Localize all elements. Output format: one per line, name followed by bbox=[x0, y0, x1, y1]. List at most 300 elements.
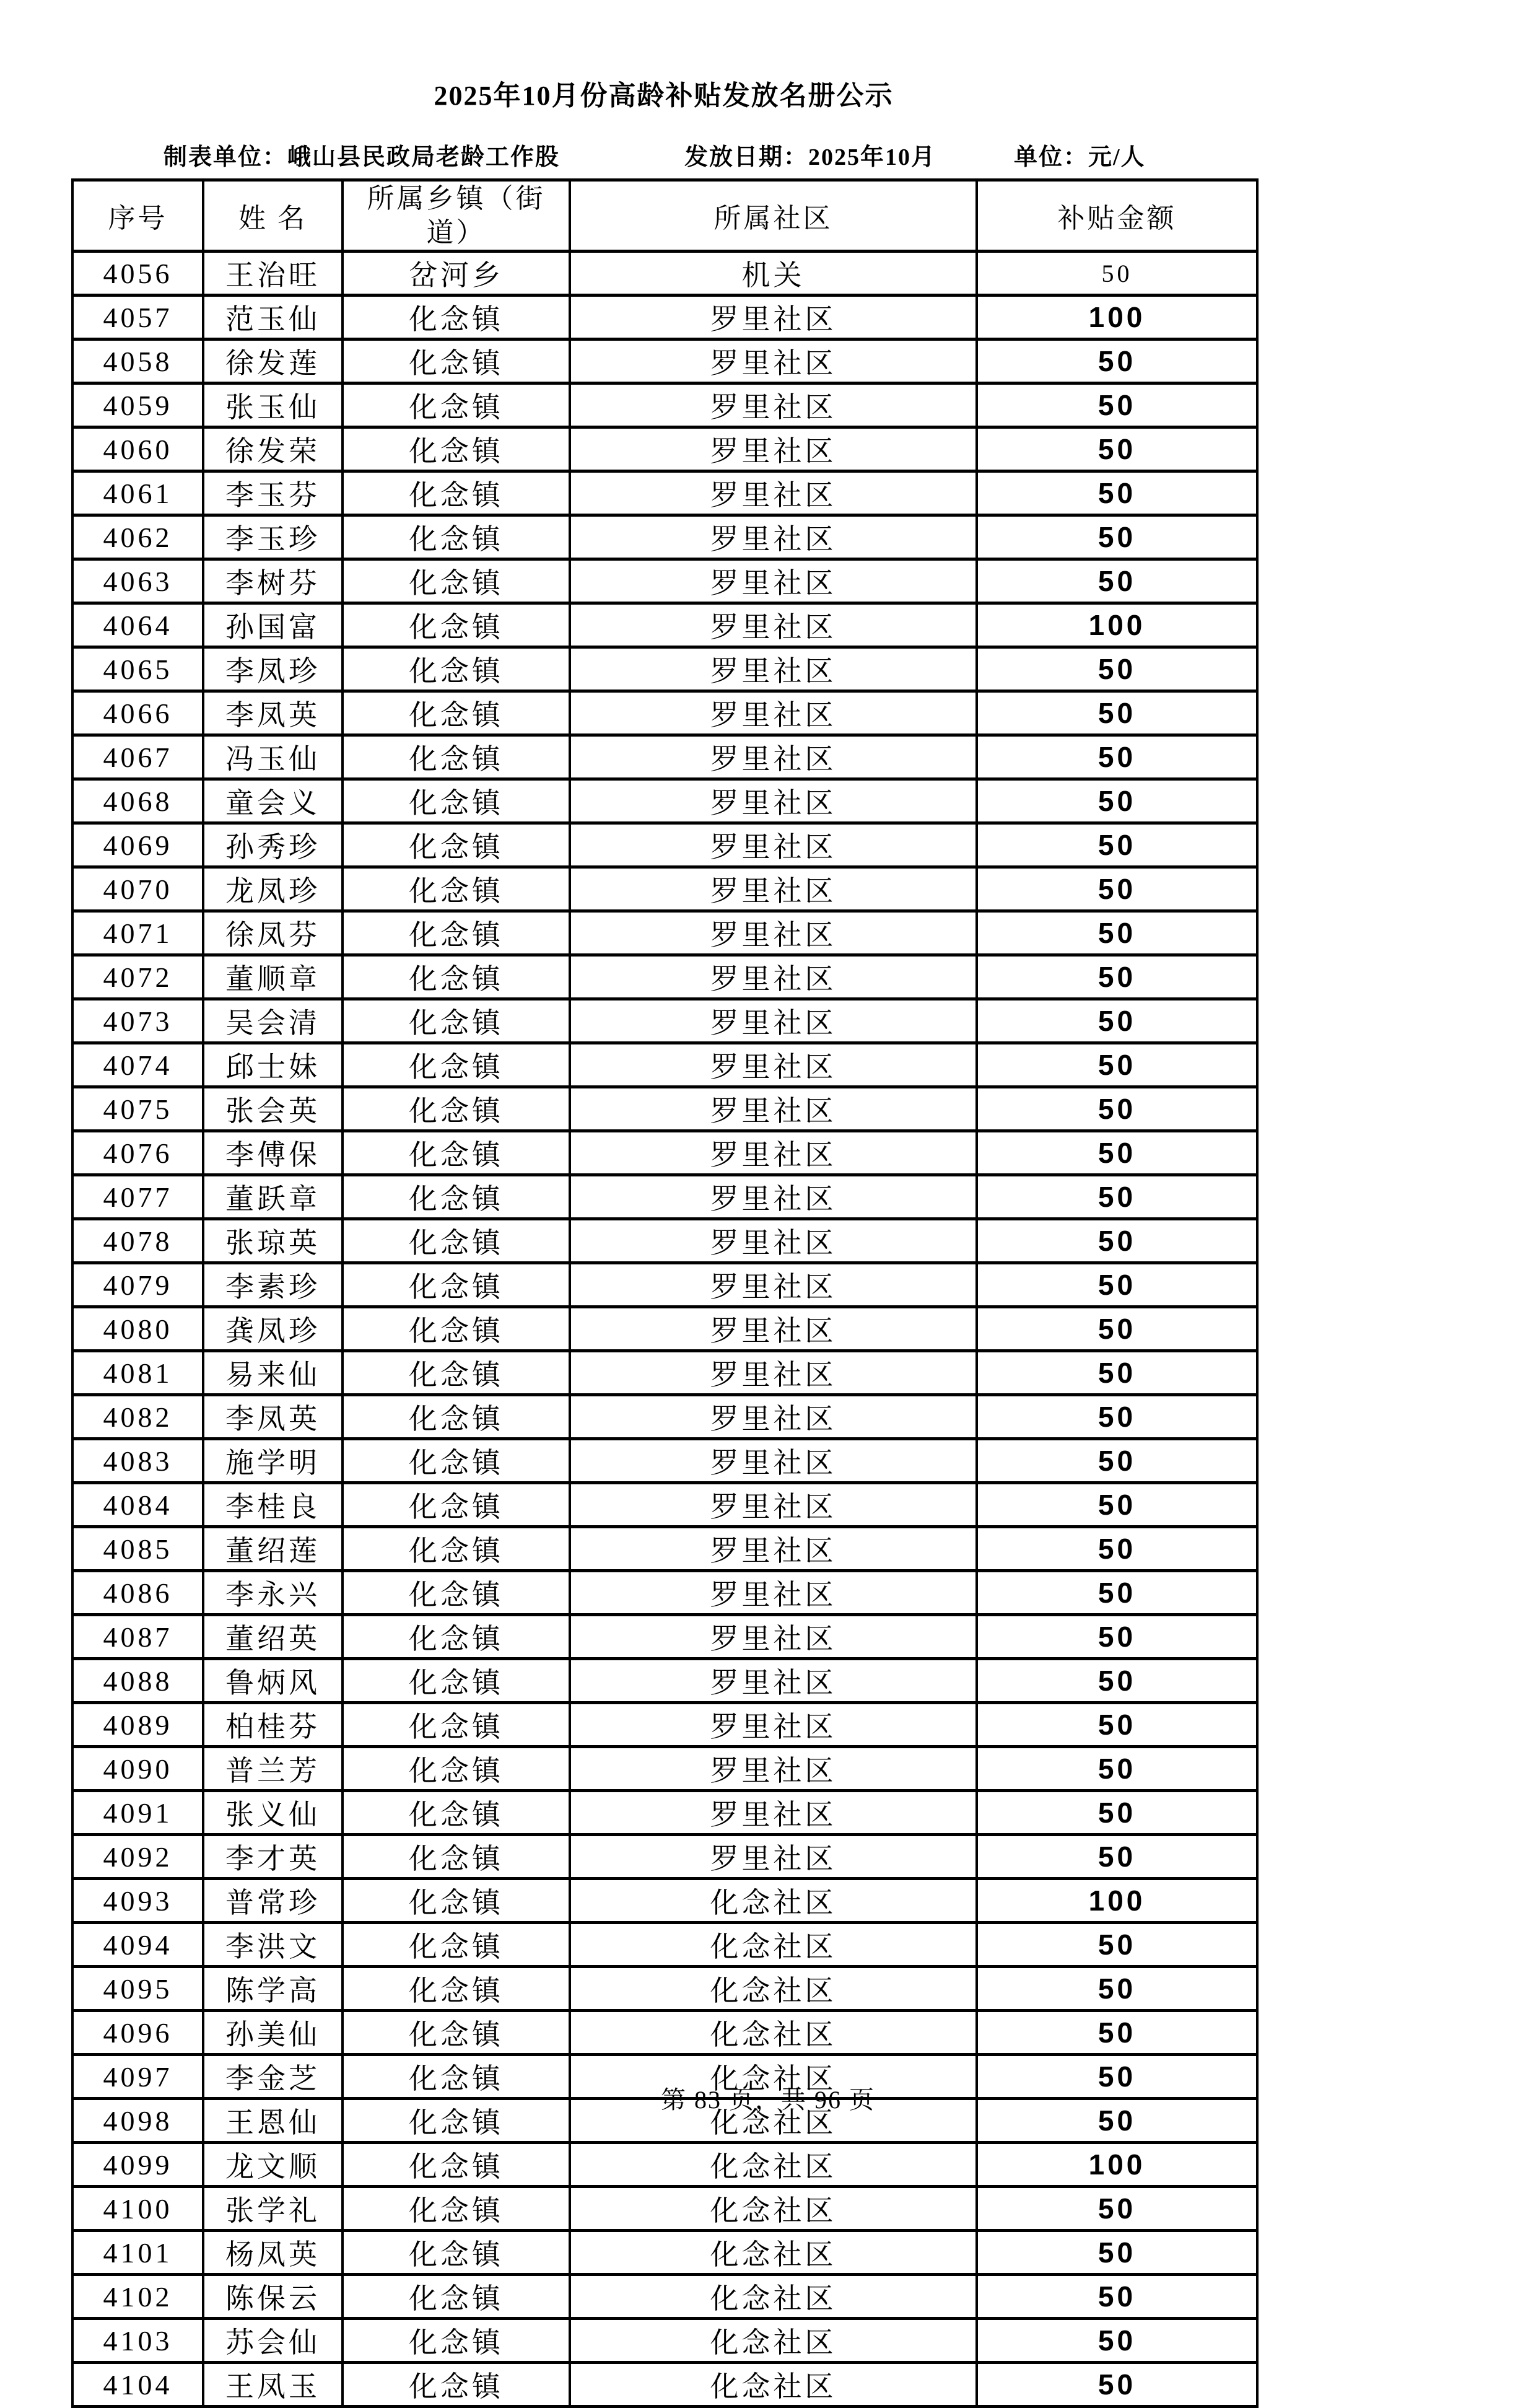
cell-community: 化念社区 bbox=[570, 2143, 977, 2187]
cell-amount: 50 bbox=[977, 1043, 1257, 1087]
cell-name: 普兰芳 bbox=[203, 1747, 343, 1791]
cell-no: 4093 bbox=[72, 1879, 203, 1923]
cell-community: 化念社区 bbox=[570, 2099, 977, 2143]
table-row bbox=[72, 339, 1257, 383]
cell-town: 化念镇 bbox=[343, 1923, 570, 1967]
cell-amount: 50 bbox=[977, 1263, 1257, 1307]
cell-amount: 50 bbox=[977, 2319, 1257, 2363]
cell-town: 化念镇 bbox=[343, 2011, 570, 2055]
cell-community: 罗里社区 bbox=[570, 603, 977, 647]
cell-community: 罗里社区 bbox=[570, 1615, 977, 1659]
cell-community: 化念社区 bbox=[570, 1923, 977, 1967]
cell-town: 化念镇 bbox=[343, 779, 570, 823]
cell-community: 化念社区 bbox=[570, 1879, 977, 1923]
cell-amount: 50 bbox=[977, 1791, 1257, 1835]
cell-community: 罗里社区 bbox=[570, 1175, 977, 1219]
table-header bbox=[72, 180, 1257, 252]
cell-amount: 100 bbox=[977, 2143, 1257, 2187]
cell-name: 李傅保 bbox=[203, 1131, 343, 1175]
cell-amount: 50 bbox=[977, 1659, 1257, 1703]
cell-name: 苏会仙 bbox=[203, 2319, 343, 2363]
cell-town: 化念镇 bbox=[343, 559, 570, 603]
cell-name: 孙美仙 bbox=[203, 2011, 343, 2055]
cell-no: 4103 bbox=[72, 2319, 203, 2363]
cell-town: 化念镇 bbox=[343, 691, 570, 735]
cell-community: 罗里社区 bbox=[570, 1527, 977, 1571]
table-row bbox=[72, 1131, 1257, 1175]
cell-no: 4094 bbox=[72, 1923, 203, 1967]
table-row bbox=[72, 1087, 1257, 1131]
cell-name: 李永兴 bbox=[203, 1571, 343, 1615]
cell-community: 化念社区 bbox=[570, 1967, 977, 2011]
cell-amount: 50 bbox=[977, 2363, 1257, 2407]
cell-name: 张琼英 bbox=[203, 1219, 343, 1263]
table-row bbox=[72, 2011, 1257, 2055]
cell-community: 罗里社区 bbox=[570, 1659, 977, 1703]
cell-name: 李凤英 bbox=[203, 1395, 343, 1439]
cell-town: 化念镇 bbox=[343, 1043, 570, 1087]
cell-no: 4088 bbox=[72, 1659, 203, 1703]
cell-amount: 50 bbox=[977, 383, 1257, 427]
cell-town: 化念镇 bbox=[343, 1703, 570, 1747]
cell-name: 杨凤英 bbox=[203, 2231, 343, 2275]
cell-name: 李凤英 bbox=[203, 691, 343, 735]
cell-name: 龙凤珍 bbox=[203, 867, 343, 911]
cell-amount: 50 bbox=[977, 2011, 1257, 2055]
cell-no: 4070 bbox=[72, 867, 203, 911]
cell-no: 4095 bbox=[72, 1967, 203, 2011]
cell-town: 化念镇 bbox=[343, 1395, 570, 1439]
cell-community: 罗里社区 bbox=[570, 515, 977, 559]
cell-name: 董顺章 bbox=[203, 955, 343, 999]
table-row bbox=[72, 1219, 1257, 1263]
cell-community: 罗里社区 bbox=[570, 1835, 977, 1879]
column-header-town bbox=[343, 180, 570, 252]
cell-town: 化念镇 bbox=[343, 1131, 570, 1175]
cell-no: 4074 bbox=[72, 1043, 203, 1087]
cell-amount: 50 bbox=[977, 1571, 1257, 1615]
cell-no: 4061 bbox=[72, 471, 203, 515]
table-row bbox=[72, 2363, 1257, 2407]
table-row bbox=[72, 1043, 1257, 1087]
cell-name: 王恩仙 bbox=[203, 2099, 343, 2143]
cell-name: 李玉芬 bbox=[203, 471, 343, 515]
cell-no: 4065 bbox=[72, 647, 203, 691]
table-row bbox=[72, 1615, 1257, 1659]
cell-amount: 50 bbox=[977, 1175, 1257, 1219]
cell-town: 化念镇 bbox=[343, 1571, 570, 1615]
cell-name: 王治旺 bbox=[203, 252, 343, 296]
cell-name: 张义仙 bbox=[203, 1791, 343, 1835]
cell-no: 4058 bbox=[72, 339, 203, 383]
cell-community: 罗里社区 bbox=[570, 296, 977, 339]
cell-name: 李树芬 bbox=[203, 559, 343, 603]
table-row bbox=[72, 1483, 1257, 1527]
cell-amount: 50 bbox=[977, 559, 1257, 603]
cell-town: 化念镇 bbox=[343, 2099, 570, 2143]
cell-community: 化念社区 bbox=[570, 2231, 977, 2275]
cell-town: 化念镇 bbox=[343, 1351, 570, 1395]
cell-community: 罗里社区 bbox=[570, 1043, 977, 1087]
cell-name: 徐凤芬 bbox=[203, 911, 343, 955]
cell-no: 4098 bbox=[72, 2099, 203, 2143]
cell-community: 罗里社区 bbox=[570, 559, 977, 603]
cell-name: 冯玉仙 bbox=[203, 735, 343, 779]
cell-town: 化念镇 bbox=[343, 1087, 570, 1131]
cell-name: 徐发莲 bbox=[203, 339, 343, 383]
cell-town: 化念镇 bbox=[343, 1527, 570, 1571]
cell-amount: 50 bbox=[977, 2099, 1257, 2143]
cell-no: 4082 bbox=[72, 1395, 203, 1439]
cell-town: 化念镇 bbox=[343, 515, 570, 559]
cell-no: 4083 bbox=[72, 1439, 203, 1483]
cell-amount: 50 bbox=[977, 911, 1257, 955]
unit-label: 单位：元/人 bbox=[1014, 144, 1146, 170]
cell-town: 化念镇 bbox=[343, 427, 570, 471]
cell-amount: 50 bbox=[977, 1131, 1257, 1175]
cell-no: 4091 bbox=[72, 1791, 203, 1835]
cell-name: 孙秀珍 bbox=[203, 823, 343, 867]
cell-name: 龙文顺 bbox=[203, 2143, 343, 2187]
cell-amount: 50 bbox=[977, 1395, 1257, 1439]
cell-amount: 50 bbox=[977, 955, 1257, 999]
cell-name: 陈保云 bbox=[203, 2275, 343, 2319]
cell-no: 4060 bbox=[72, 427, 203, 471]
table-row bbox=[72, 1659, 1257, 1703]
cell-no: 4066 bbox=[72, 691, 203, 735]
table-row bbox=[72, 559, 1257, 603]
cell-town: 化念镇 bbox=[343, 2143, 570, 2187]
table-row bbox=[72, 2275, 1257, 2319]
table-row bbox=[72, 1263, 1257, 1307]
table-row bbox=[72, 515, 1257, 559]
table-row bbox=[72, 603, 1257, 647]
cell-name: 邱士妹 bbox=[203, 1043, 343, 1087]
cell-no: 4068 bbox=[72, 779, 203, 823]
roster-table bbox=[71, 178, 1259, 2408]
cell-name: 董绍英 bbox=[203, 1615, 343, 1659]
cell-name: 张玉仙 bbox=[203, 383, 343, 427]
cell-community: 罗里社区 bbox=[570, 1219, 977, 1263]
issue-date-label: 发放日期：2025年10月 bbox=[684, 144, 936, 170]
cell-community: 罗里社区 bbox=[570, 735, 977, 779]
cell-name: 李金芝 bbox=[203, 2055, 343, 2099]
table-row bbox=[72, 296, 1257, 339]
column-header-name: 姓 名 bbox=[203, 180, 343, 252]
cell-community: 罗里社区 bbox=[570, 1483, 977, 1527]
cell-town: 化念镇 bbox=[343, 1219, 570, 1263]
cell-amount: 50 bbox=[977, 1483, 1257, 1527]
cell-amount: 50 bbox=[977, 1923, 1257, 1967]
table-row bbox=[72, 1835, 1257, 1879]
table-row bbox=[72, 1395, 1257, 1439]
cell-amount: 50 bbox=[977, 1219, 1257, 1263]
cell-no: 4087 bbox=[72, 1615, 203, 1659]
cell-amount: 50 bbox=[977, 1747, 1257, 1791]
cell-town: 化念镇 bbox=[343, 2319, 570, 2363]
cell-name: 陈学高 bbox=[203, 1967, 343, 2011]
cell-town: 化念镇 bbox=[343, 339, 570, 383]
cell-name: 李桂良 bbox=[203, 1483, 343, 1527]
cell-community: 罗里社区 bbox=[570, 1263, 977, 1307]
cell-no: 4097 bbox=[72, 2055, 203, 2099]
cell-community: 罗里社区 bbox=[570, 823, 977, 867]
column-header-community: 所属社区 bbox=[570, 180, 977, 252]
cell-community: 罗里社区 bbox=[570, 1395, 977, 1439]
cell-no: 4096 bbox=[72, 2011, 203, 2055]
cell-community: 机关 bbox=[570, 252, 977, 296]
cell-amount: 50 bbox=[977, 515, 1257, 559]
table-row bbox=[72, 2187, 1257, 2231]
table-row bbox=[72, 735, 1257, 779]
table-row bbox=[72, 1307, 1257, 1351]
cell-community: 罗里社区 bbox=[570, 911, 977, 955]
cell-community: 化念社区 bbox=[570, 2275, 977, 2319]
cell-town: 化念镇 bbox=[343, 296, 570, 339]
cell-community: 化念社区 bbox=[570, 2187, 977, 2231]
table-row bbox=[72, 1791, 1257, 1835]
table-row bbox=[72, 383, 1257, 427]
column-header-amount: 补贴金额 bbox=[977, 180, 1257, 252]
table-row bbox=[72, 691, 1257, 735]
cell-name: 张学礼 bbox=[203, 2187, 343, 2231]
cell-name: 王凤玉 bbox=[203, 2363, 343, 2407]
cell-no: 4073 bbox=[72, 999, 203, 1043]
cell-amount: 50 bbox=[977, 999, 1257, 1043]
cell-name: 易来仙 bbox=[203, 1351, 343, 1395]
cell-amount: 50 bbox=[977, 1307, 1257, 1351]
cell-community: 化念社区 bbox=[570, 2011, 977, 2055]
cell-town: 化念镇 bbox=[343, 1835, 570, 1879]
cell-town: 化念镇 bbox=[343, 2363, 570, 2407]
table-row bbox=[72, 252, 1257, 296]
cell-name: 李素珍 bbox=[203, 1263, 343, 1307]
cell-name: 徐发荣 bbox=[203, 427, 343, 471]
cell-no: 4063 bbox=[72, 559, 203, 603]
cell-no: 4099 bbox=[72, 2143, 203, 2187]
cell-amount: 50 bbox=[977, 735, 1257, 779]
cell-amount: 50 bbox=[977, 1439, 1257, 1483]
cell-community: 罗里社区 bbox=[570, 779, 977, 823]
cell-town: 化念镇 bbox=[343, 1175, 570, 1219]
cell-community: 罗里社区 bbox=[570, 867, 977, 911]
cell-amount: 50 bbox=[977, 779, 1257, 823]
cell-community: 罗里社区 bbox=[570, 999, 977, 1043]
cell-name: 鲁炳风 bbox=[203, 1659, 343, 1703]
table-row bbox=[72, 1747, 1257, 1791]
cell-amount: 50 bbox=[977, 2231, 1257, 2275]
table-row bbox=[72, 1175, 1257, 1219]
cell-community: 罗里社区 bbox=[570, 647, 977, 691]
cell-town: 化念镇 bbox=[343, 1747, 570, 1791]
cell-town: 化念镇 bbox=[343, 383, 570, 427]
cell-name: 童会义 bbox=[203, 779, 343, 823]
cell-no: 4075 bbox=[72, 1087, 203, 1131]
cell-amount: 50 bbox=[977, 823, 1257, 867]
cell-name: 李才英 bbox=[203, 1835, 343, 1879]
cell-no: 4056 bbox=[72, 252, 203, 296]
cell-town: 化念镇 bbox=[343, 1791, 570, 1835]
cell-community: 罗里社区 bbox=[570, 339, 977, 383]
table-row bbox=[72, 1923, 1257, 1967]
cell-amount: 50 bbox=[977, 691, 1257, 735]
cell-no: 4104 bbox=[72, 2363, 203, 2407]
cell-name: 吴会清 bbox=[203, 999, 343, 1043]
cell-amount: 50 bbox=[977, 339, 1257, 383]
cell-community: 罗里社区 bbox=[570, 1351, 977, 1395]
cell-town: 化念镇 bbox=[343, 1263, 570, 1307]
cell-amount: 50 bbox=[977, 867, 1257, 911]
table-row bbox=[72, 1879, 1257, 1923]
cell-no: 4081 bbox=[72, 1351, 203, 1395]
cell-no: 4078 bbox=[72, 1219, 203, 1263]
cell-amount: 50 bbox=[977, 2055, 1257, 2099]
cell-town: 化念镇 bbox=[343, 999, 570, 1043]
cell-community: 罗里社区 bbox=[570, 955, 977, 999]
cell-town: 化念镇 bbox=[343, 1439, 570, 1483]
cell-town: 化念镇 bbox=[343, 1483, 570, 1527]
cell-amount: 50 bbox=[977, 1835, 1257, 1879]
cell-no: 4062 bbox=[72, 515, 203, 559]
table-row bbox=[72, 867, 1257, 911]
cell-town: 化念镇 bbox=[343, 2275, 570, 2319]
page-title: 2025年10月份高龄补贴发放名册公示 bbox=[434, 81, 894, 111]
cell-name: 范玉仙 bbox=[203, 296, 343, 339]
cell-town: 化念镇 bbox=[343, 1967, 570, 2011]
cell-no: 4086 bbox=[72, 1571, 203, 1615]
cell-amount: 50 bbox=[977, 2275, 1257, 2319]
cell-no: 4085 bbox=[72, 1527, 203, 1571]
cell-no: 4076 bbox=[72, 1131, 203, 1175]
table-row bbox=[72, 427, 1257, 471]
cell-no: 4079 bbox=[72, 1263, 203, 1307]
column-header-no: 序号 bbox=[72, 180, 203, 252]
cell-community: 罗里社区 bbox=[570, 691, 977, 735]
cell-community: 罗里社区 bbox=[570, 1087, 977, 1131]
table-row bbox=[72, 1967, 1257, 2011]
table-row bbox=[72, 2231, 1257, 2275]
cell-amount: 50 bbox=[977, 427, 1257, 471]
cell-town: 化念镇 bbox=[343, 2231, 570, 2275]
table-row bbox=[72, 471, 1257, 515]
cell-amount: 50 bbox=[977, 1527, 1257, 1571]
cell-community: 罗里社区 bbox=[570, 471, 977, 515]
cell-amount: 50 bbox=[977, 252, 1257, 296]
cell-amount: 50 bbox=[977, 1615, 1257, 1659]
cell-amount: 100 bbox=[977, 1879, 1257, 1923]
cell-community: 罗里社区 bbox=[570, 1571, 977, 1615]
cell-name: 董跃章 bbox=[203, 1175, 343, 1219]
table-row bbox=[72, 1571, 1257, 1615]
cell-town: 化念镇 bbox=[343, 603, 570, 647]
cell-town: 化念镇 bbox=[343, 911, 570, 955]
cell-no: 4090 bbox=[72, 1747, 203, 1791]
cell-town: 化念镇 bbox=[343, 955, 570, 999]
cell-amount: 50 bbox=[977, 1967, 1257, 2011]
table-row bbox=[72, 1351, 1257, 1395]
cell-community: 罗里社区 bbox=[570, 1439, 977, 1483]
cell-amount: 100 bbox=[977, 296, 1257, 339]
table-row bbox=[72, 1703, 1257, 1747]
cell-no: 4071 bbox=[72, 911, 203, 955]
table-row bbox=[72, 2319, 1257, 2363]
table-row bbox=[72, 955, 1257, 999]
table-row bbox=[72, 647, 1257, 691]
cell-town: 化念镇 bbox=[343, 647, 570, 691]
table-row bbox=[72, 999, 1257, 1043]
cell-no: 4101 bbox=[72, 2231, 203, 2275]
cell-name: 李玉珍 bbox=[203, 515, 343, 559]
cell-no: 4064 bbox=[72, 603, 203, 647]
cell-no: 4089 bbox=[72, 1703, 203, 1747]
table-row bbox=[72, 1439, 1257, 1483]
cell-no: 4077 bbox=[72, 1175, 203, 1219]
cell-town: 化念镇 bbox=[343, 823, 570, 867]
cell-community: 罗里社区 bbox=[570, 427, 977, 471]
cell-community: 化念社区 bbox=[570, 2319, 977, 2363]
table-row bbox=[72, 2143, 1257, 2187]
cell-no: 4100 bbox=[72, 2187, 203, 2231]
cell-town: 化念镇 bbox=[343, 2055, 570, 2099]
cell-no: 4067 bbox=[72, 735, 203, 779]
cell-amount: 50 bbox=[977, 1703, 1257, 1747]
cell-name: 普常珍 bbox=[203, 1879, 343, 1923]
cell-amount: 100 bbox=[977, 603, 1257, 647]
table-row bbox=[72, 911, 1257, 955]
cell-no: 4069 bbox=[72, 823, 203, 867]
cell-community: 化念社区 bbox=[570, 2055, 977, 2099]
page-number: 第 83 页，共 96 页 bbox=[661, 2086, 875, 2114]
cell-name: 李凤珍 bbox=[203, 647, 343, 691]
cell-amount: 50 bbox=[977, 1351, 1257, 1395]
table-row bbox=[72, 779, 1257, 823]
cell-community: 罗里社区 bbox=[570, 1307, 977, 1351]
cell-town: 化念镇 bbox=[343, 1307, 570, 1351]
header-row bbox=[72, 180, 1257, 252]
producer-label: 制表单位：峨山县民政局老龄工作股 bbox=[164, 144, 561, 170]
cell-town: 化念镇 bbox=[343, 1615, 570, 1659]
cell-name: 李洪文 bbox=[203, 1923, 343, 1967]
cell-name: 龚凤珍 bbox=[203, 1307, 343, 1351]
cell-no: 4057 bbox=[72, 296, 203, 339]
table-row bbox=[72, 1527, 1257, 1571]
cell-town: 化念镇 bbox=[343, 1879, 570, 1923]
cell-no: 4059 bbox=[72, 383, 203, 427]
cell-town: 化念镇 bbox=[343, 2187, 570, 2231]
cell-no: 4092 bbox=[72, 1835, 203, 1879]
cell-no: 4084 bbox=[72, 1483, 203, 1527]
cell-amount: 50 bbox=[977, 647, 1257, 691]
cell-town: 化念镇 bbox=[343, 471, 570, 515]
cell-community: 罗里社区 bbox=[570, 1791, 977, 1835]
cell-amount: 50 bbox=[977, 1087, 1257, 1131]
cell-name: 孙国富 bbox=[203, 603, 343, 647]
cell-community: 罗里社区 bbox=[570, 1747, 977, 1791]
cell-name: 柏桂芬 bbox=[203, 1703, 343, 1747]
cell-amount: 50 bbox=[977, 2187, 1257, 2231]
cell-town: 化念镇 bbox=[343, 735, 570, 779]
cell-no: 4080 bbox=[72, 1307, 203, 1351]
cell-community: 罗里社区 bbox=[570, 383, 977, 427]
cell-name: 董绍莲 bbox=[203, 1527, 343, 1571]
cell-name: 张会英 bbox=[203, 1087, 343, 1131]
cell-town: 化念镇 bbox=[343, 867, 570, 911]
column-header-town-text: 所属乡镇（街道） bbox=[367, 183, 546, 248]
cell-community: 罗里社区 bbox=[570, 1131, 977, 1175]
cell-community: 罗里社区 bbox=[570, 1703, 977, 1747]
table-row bbox=[72, 823, 1257, 867]
cell-name: 施学明 bbox=[203, 1439, 343, 1483]
